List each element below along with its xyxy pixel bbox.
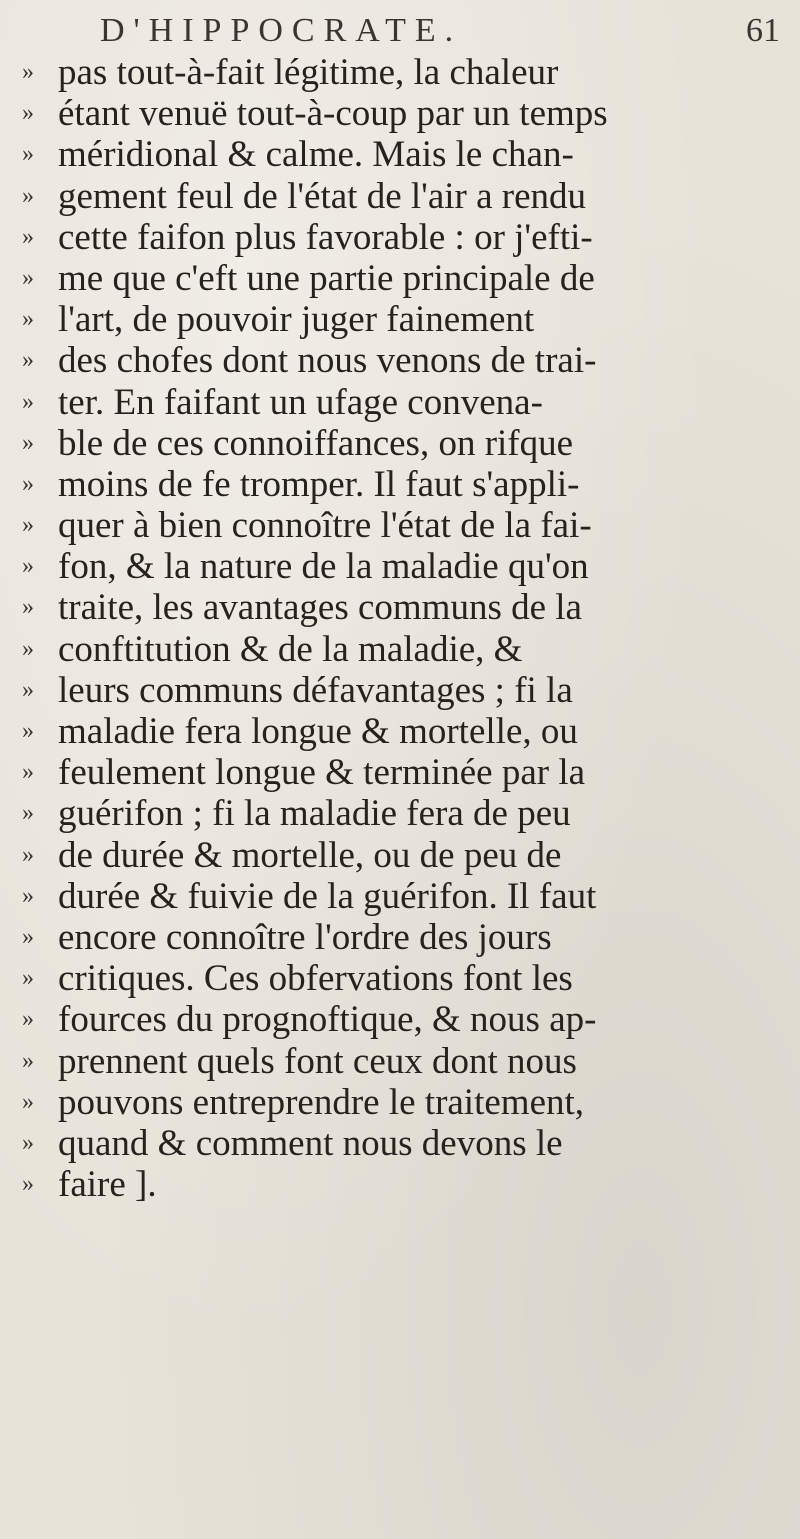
line-text: durée & fuivie de la guérifon. Il faut	[58, 875, 597, 917]
line-text: pouvons entreprendre le traitement,	[58, 1081, 585, 1123]
line-text: méridional & calme. Mais le chan-	[58, 134, 574, 176]
line-text: fources du prognoftique, & nous ap-	[58, 999, 597, 1041]
quotation-mark: »	[22, 676, 34, 703]
quotation-mark: »	[22, 264, 34, 291]
line-text: ter. En faifant un ufage convena-	[58, 381, 543, 423]
text-line	[0, 670, 800, 711]
text-line	[0, 1082, 800, 1123]
line-text: quer à bien connoître l'état de la fai-	[58, 505, 592, 547]
quotation-mark: »	[22, 594, 34, 621]
quotation-mark: »	[22, 965, 34, 992]
text-line	[0, 711, 800, 752]
line-text: faire ].	[58, 1164, 157, 1206]
text-line	[0, 464, 800, 505]
line-text: de durée & mortelle, ou de peu de	[58, 834, 562, 876]
quotation-mark: »	[22, 1047, 34, 1074]
line-text: gement feul de l'état de l'air a rendu	[58, 175, 587, 217]
quotation-mark: »	[22, 223, 34, 250]
line-text: l'art, de pouvoir juger fainement	[58, 299, 535, 341]
line-text: leurs communs défavantages ; fi la	[58, 669, 573, 711]
quotation-mark: »	[22, 182, 34, 209]
line-text: encore connoître l'ordre des jours	[58, 916, 552, 958]
text-line	[0, 176, 800, 217]
text-line	[0, 629, 800, 670]
line-text: prennent quels font ceux dont nous	[58, 1040, 577, 1082]
text-line	[0, 93, 800, 134]
text-line	[0, 258, 800, 299]
text-line	[0, 587, 800, 628]
line-text: conftitution & de la maladie, &	[58, 628, 523, 670]
text-line	[0, 423, 800, 464]
quotation-mark: »	[22, 388, 34, 415]
line-text: me que c'eft une partie principale de	[58, 257, 595, 299]
body-text	[0, 52, 800, 1205]
quotation-mark: »	[22, 553, 34, 580]
text-line	[0, 1041, 800, 1082]
text-line	[0, 958, 800, 999]
line-text: quand & comment nous devons le	[58, 1122, 563, 1164]
quotation-mark: »	[22, 429, 34, 456]
quotation-mark: »	[22, 1129, 34, 1156]
line-text: moins de fe tromper. Il faut s'appli-	[58, 463, 580, 505]
text-line	[0, 340, 800, 381]
text-line	[0, 793, 800, 834]
quotation-mark: »	[22, 59, 34, 85]
quotation-mark: »	[22, 470, 34, 497]
quotation-mark: »	[22, 306, 34, 333]
quotation-mark: »	[22, 635, 34, 662]
quotation-mark: »	[22, 100, 34, 127]
line-text: des chofes dont nous venons de trai-	[58, 340, 597, 382]
quotation-mark: »	[22, 1171, 34, 1198]
quotation-mark: »	[22, 1006, 34, 1033]
text-line	[0, 217, 800, 258]
text-line	[0, 52, 800, 93]
quotation-mark: »	[22, 141, 34, 168]
quotation-mark: »	[22, 512, 34, 539]
quotation-mark: »	[22, 759, 34, 786]
line-text: maladie fera longue & mortelle, ou	[58, 711, 578, 752]
text-line	[0, 382, 800, 423]
running-head	[100, 8, 780, 48]
quotation-mark: »	[22, 347, 34, 374]
text-line	[0, 876, 800, 917]
line-text: fon, & la nature de la maladie qu'on	[58, 546, 589, 588]
quotation-mark: »	[22, 1088, 34, 1115]
text-line	[0, 752, 800, 793]
text-line	[0, 1123, 800, 1164]
line-text: ble de ces connoiffances, on rifque	[58, 422, 574, 464]
quotation-mark: »	[22, 718, 34, 744]
text-line	[0, 917, 800, 958]
text-line	[0, 1164, 800, 1205]
quotation-mark: »	[22, 882, 34, 909]
text-line	[0, 299, 800, 340]
text-line	[0, 505, 800, 546]
line-text: pas tout-à-fait légitime, la chaleur	[58, 52, 559, 93]
running-title: D'HIPPOCRATE.	[100, 12, 463, 49]
line-text: critiques. Ces obfervations font les	[58, 958, 573, 1000]
text-line	[0, 835, 800, 876]
quotation-mark: »	[22, 923, 34, 950]
text-line	[0, 134, 800, 175]
line-text: cette faifon plus favorable : or j'efti-	[58, 216, 593, 258]
page-number: 61	[746, 12, 780, 49]
quotation-mark: »	[22, 841, 34, 868]
text-line	[0, 999, 800, 1040]
line-text: feulement longue & terminée par la	[58, 752, 586, 794]
quotation-mark: »	[22, 800, 34, 827]
text-line	[0, 546, 800, 587]
line-text: étant venuë tout-à-coup par un temps	[58, 93, 608, 135]
line-text: traite, les avantages communs de la	[58, 587, 582, 629]
line-text: guérifon ; fi la maladie fera de peu	[58, 793, 571, 835]
